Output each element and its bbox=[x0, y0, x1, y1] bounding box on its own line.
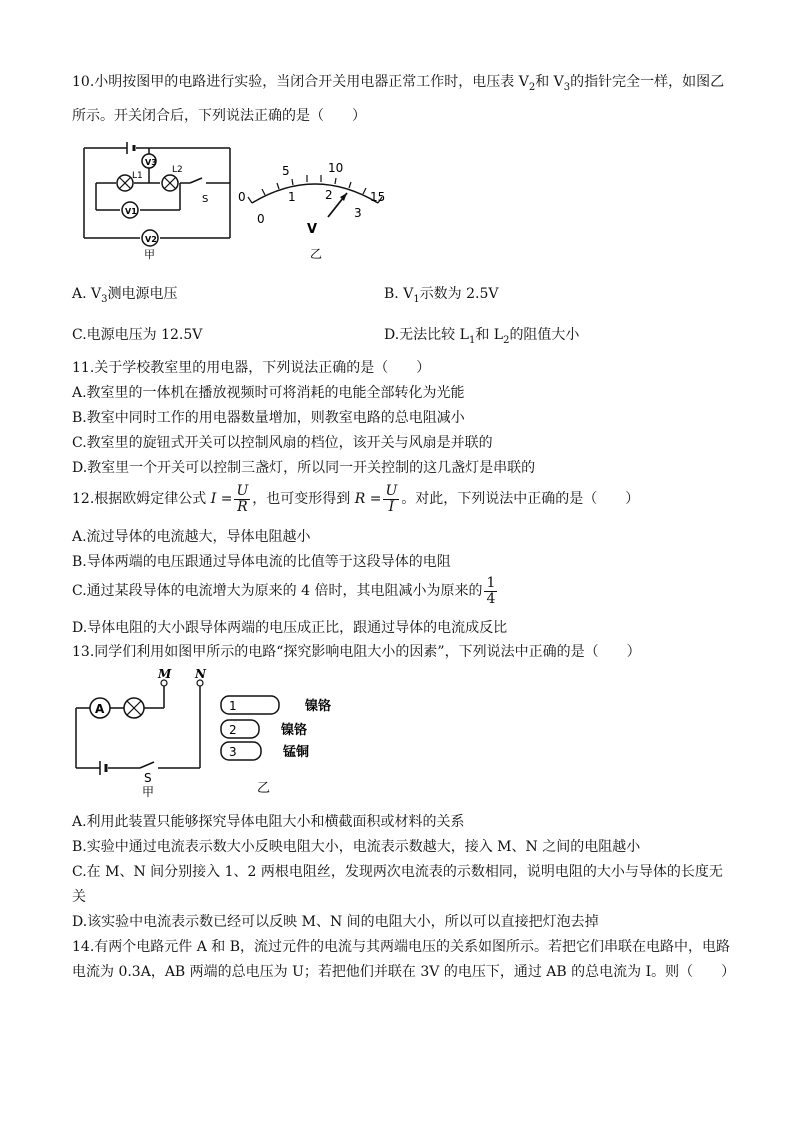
q12-formula1-fraction bbox=[234, 484, 250, 515]
q12-f2-num: U bbox=[385, 482, 398, 499]
q12-f1-den: R bbox=[237, 498, 248, 515]
q12-f2-den: I bbox=[388, 498, 395, 515]
q12-stem-a: 12.根据欧姆定律公式 bbox=[72, 491, 207, 507]
q12-option-a[interactable]: A.流过导体的电流越大，导体电阻越小 bbox=[72, 529, 311, 545]
q10-sub2: 2 bbox=[528, 81, 536, 93]
wire-1-number: 1 bbox=[229, 699, 237, 713]
svg-text:V3: V3 bbox=[145, 158, 157, 167]
q13-circuit-diagram-jia bbox=[72, 668, 222, 803]
q13-switch-label: S bbox=[144, 771, 152, 785]
dial-bottom-3: 3 bbox=[354, 206, 362, 220]
q12-option-c-fraction bbox=[484, 576, 497, 607]
q12-c-den: 4 bbox=[486, 590, 496, 607]
q10-opt-b-text: B. V bbox=[384, 286, 414, 302]
q13-option-b[interactable]: B.实验中通过电流表示数大小反映电阻大小，电流表示数越大，接入 M、N 之间的电阻越小 bbox=[72, 839, 641, 855]
dial-top-10: 10 bbox=[328, 161, 344, 175]
dial-bottom-1: 1 bbox=[288, 190, 296, 204]
q10-option-b[interactable] bbox=[384, 285, 499, 309]
q10-opt-d-text: D.无法比较 L bbox=[384, 327, 469, 343]
q12-c-num: 1 bbox=[486, 574, 496, 591]
q12-formula1-lhs: I = bbox=[210, 491, 233, 507]
q13-option-a[interactable]: A.利用此装置只能够探究导体电阻大小和横截面积或材料的关系 bbox=[72, 814, 465, 830]
q12-formula2-fraction bbox=[383, 484, 399, 515]
q10-opt-a-post: 测电源电压 bbox=[107, 286, 178, 302]
q12-option-b[interactable]: B.导体两端的电压跟通过导体电流的比值等于这段导体的电阻 bbox=[72, 554, 451, 570]
wire-3-material: 锰铜 bbox=[283, 745, 310, 760]
q10-opt-a-text: A. V bbox=[72, 286, 102, 302]
dial-unit: V bbox=[307, 222, 318, 237]
q10-opt-d-sub2: 2 bbox=[503, 334, 510, 346]
q12-formula2-lhs: R = bbox=[354, 491, 382, 507]
q13-fig-jia-caption: 甲 bbox=[142, 785, 155, 799]
q10-fig-jia-caption: 甲 bbox=[144, 248, 155, 261]
q10-opt-d-post: 的阻值大小 bbox=[509, 327, 580, 343]
q10-option-a[interactable] bbox=[72, 285, 178, 309]
q10-opt-b-sub: 1 bbox=[413, 293, 420, 305]
wire-1-material: 镍铬 bbox=[305, 699, 332, 714]
dial-top-15: 15 bbox=[370, 190, 386, 204]
q12-option-c[interactable] bbox=[72, 572, 499, 610]
q12-option-d[interactable]: D.导体电阻的大小跟导体两端的电压成正比，跟通过导体的电流成反比 bbox=[72, 620, 508, 636]
q10-opt-b-post: 示数为 2.5V bbox=[419, 286, 499, 302]
dial-bottom-2: 2 bbox=[325, 188, 333, 202]
q11-option-a[interactable]: A.教室里的一体机在播放视频时可将消耗的电能全部转化为光能 bbox=[72, 385, 465, 401]
q13-stem: 13.同学们利用如图甲所示的电路“探究影响电阻大小的因素”，下列说法中正确的是（ ） bbox=[72, 644, 641, 660]
q10-circuit-diagram-jia bbox=[72, 138, 242, 263]
q14-stem-line2: 电流为 0.3A，AB 两端的总电压为 U；若把他们并联在 3V 的电压下，通过 AB 的总电流为 I。则（ ） bbox=[72, 964, 736, 980]
q13-option-c-line1[interactable]: C.在 M、N 间分别接入 1、2 两根电阻丝，发现两次电流表的示数相同，说明电阻的大小与导体的长度无 bbox=[72, 864, 723, 880]
q10-option-c[interactable]: C.电源电压为 12.5V bbox=[72, 327, 203, 343]
q13-option-d[interactable]: D.该实验中电流表示数已经可以反映 M、N 间的电阻大小，所以可以直接把灯泡去掉 bbox=[72, 914, 599, 930]
q13-resistance-wires-yi bbox=[215, 690, 365, 802]
svg-text:L1: L1 bbox=[132, 171, 143, 181]
wire-3-number: 3 bbox=[229, 745, 237, 759]
q12-stem bbox=[72, 482, 639, 516]
q10-sub3: 3 bbox=[563, 81, 571, 93]
svg-text:L2: L2 bbox=[172, 165, 183, 175]
wire-2-number: 2 bbox=[229, 723, 237, 737]
q10-stem-line1 bbox=[72, 73, 724, 97]
q11-option-b[interactable]: B.教室中同时工作的用电器数量增加，则教室电路的总电阻减小 bbox=[72, 410, 465, 426]
q10-stem-text-a: 10.小明按图甲的电路进行实验，当闭合开关用电器正常工作时，电压表 V bbox=[72, 74, 529, 90]
dial-top-0: 0 bbox=[238, 190, 246, 204]
svg-text:V1: V1 bbox=[125, 207, 137, 216]
q10-opt-d-mid: 和 L bbox=[475, 327, 504, 343]
q10-stem-line2: 所示。开关闭合后，下列说法正确的是（ ） bbox=[72, 108, 366, 124]
q13-fig-yi-caption: 乙 bbox=[257, 781, 271, 796]
q10-opt-a-sub: 3 bbox=[101, 293, 108, 305]
svg-text:V2: V2 bbox=[145, 235, 157, 244]
q10-voltmeter-dial-yi bbox=[230, 155, 400, 263]
q12-option-c-text: C.通过某段导体的电流增大为原来的 4 倍时，其电阻减小为原来的 bbox=[72, 583, 483, 599]
wire-2-material: 镍铬 bbox=[281, 723, 308, 738]
q10-option-d[interactable] bbox=[384, 326, 579, 350]
q13-ammeter-label: A bbox=[95, 702, 105, 716]
dial-bottom-0: 0 bbox=[257, 212, 265, 226]
q11-option-d[interactable]: D.教室里一个开关可以控制三盏灯，所以同一开关控制的这几盏灯是串联的 bbox=[72, 460, 536, 476]
q11-option-c[interactable]: C.教室里的旋钮式开关可以控制风扇的档位，该开关与风扇是并联的 bbox=[72, 435, 493, 451]
svg-text:S: S bbox=[202, 194, 209, 205]
q10-stem-text-b: 的指针完全一样，如图乙 bbox=[570, 74, 725, 90]
q13-label-n: N bbox=[195, 668, 206, 681]
dial-top-5: 5 bbox=[282, 164, 290, 178]
q12-stem-c: 。对此，下列说法中正确的是（ ） bbox=[401, 491, 640, 507]
q11-stem: 11.关于学校教室里的用电器，下列说法正确的是（ ） bbox=[72, 360, 431, 376]
q10-opt-d-sub1: 1 bbox=[468, 334, 476, 346]
q13-label-m: M bbox=[158, 668, 172, 681]
q10-stem-mid: 和 V bbox=[535, 74, 564, 90]
q14-stem-line1: 14.有两个电路元件 A 和 B，流过元件的电流与其两端电压的关系如图所示。若把它们串联在电路中，电路 bbox=[72, 939, 731, 955]
q12-f1-num: U bbox=[236, 482, 249, 499]
q12-stem-b: ，也可变形得到 bbox=[252, 491, 351, 507]
q10-fig-yi-caption: 乙 bbox=[310, 247, 323, 261]
q13-option-c-line2[interactable]: 关 bbox=[72, 889, 86, 905]
